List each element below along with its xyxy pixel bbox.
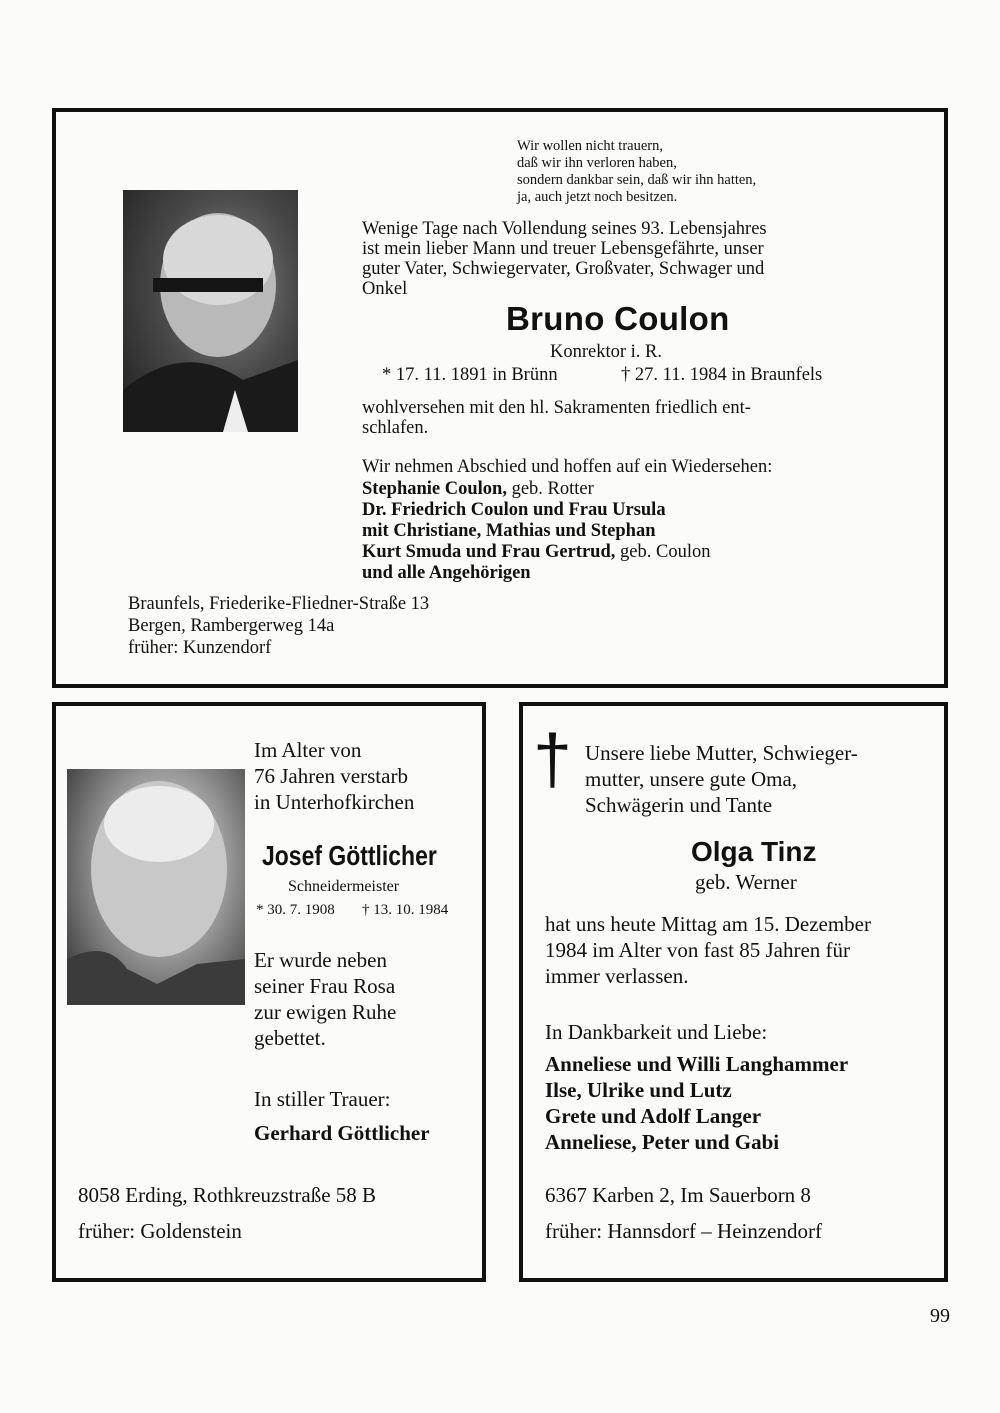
passing-line: schlafen.	[362, 418, 429, 438]
intro-text	[585, 740, 858, 818]
deceased-name: Josef Göttlicher	[262, 840, 437, 871]
burial-line: zur ewigen Ruhe	[254, 1000, 397, 1024]
mourner-note: geb. Rotter	[506, 479, 594, 499]
intro-line: Wenige Tage nach Vollendung seines 93. Lebensjahres	[362, 219, 767, 239]
intro-text	[254, 737, 414, 815]
passing-line: 1984 im Alter von fast 85 Jahren für	[545, 938, 851, 962]
deceased-title: Schneidermeister	[288, 878, 400, 895]
deceased-name: Olga Tinz	[691, 836, 817, 867]
page-number: 99	[930, 1305, 950, 1327]
intro-line: Schwägerin und Tante	[585, 793, 773, 817]
former-residence: früher: Hannsdorf – Heinzendorf	[545, 1219, 822, 1243]
death-date: † 13. 10. 1984	[362, 902, 449, 918]
intro-line: Unsere liebe Mutter, Schwieger-	[585, 741, 858, 765]
burial-text	[254, 947, 396, 1051]
mourner-name: und alle Angehörigen	[362, 563, 531, 583]
mourning-label: In stiller Trauer:	[254, 1087, 391, 1111]
mourners-list	[362, 479, 710, 584]
mourner-note: geb. Coulon	[615, 542, 711, 562]
birth-date: * 17. 11. 1891 in Brünn	[382, 365, 558, 385]
mourner-name: mit Christiane, Mathias und Stephan	[362, 521, 656, 541]
obituary-olga-tinz	[519, 702, 948, 1282]
passing-text	[362, 398, 751, 438]
address-line: Bergen, Rambergerweg 14a	[128, 616, 335, 636]
address: 8058 Erding, Rothkreuzstraße 58 B	[78, 1183, 377, 1207]
maiden-name: geb. Werner	[695, 870, 797, 894]
poem-line: daß wir ihn verloren haben,	[517, 155, 677, 171]
poem	[517, 138, 756, 206]
passing-line: hat uns heute Mittag am 15. Dezember	[545, 912, 871, 936]
intro-line: Onkel	[362, 279, 408, 299]
deceased-title: Konrektor i. R.	[550, 342, 663, 362]
mourner-line	[362, 479, 710, 500]
deceased-name: Bruno Coulon	[506, 300, 730, 337]
former-residence: früher: Goldenstein	[78, 1219, 242, 1243]
intro-line: 76 Jahren verstarb	[254, 764, 408, 788]
burial-line: gebettet.	[254, 1026, 326, 1050]
mourner-line	[362, 521, 710, 542]
address-line: Braunfels, Friederike-Fliedner-Straße 13	[128, 594, 430, 614]
passing-line: immer verlassen.	[545, 964, 689, 988]
burial-line: seiner Frau Rosa	[254, 974, 396, 998]
passing-line: wohlversehen mit den hl. Sakramenten friedlich ent-	[362, 398, 751, 418]
burial-line: Er wurde neben	[254, 948, 387, 972]
addresses	[128, 593, 429, 659]
passing-text	[545, 911, 871, 989]
intro-line: Im Alter von	[254, 738, 362, 762]
thanks-label: In Dankbarkeit und Liebe:	[545, 1020, 768, 1044]
poem-line: sondern dankbar sein, daß wir ihn hatten,	[517, 172, 757, 188]
mourner-name: Stephanie Coulon,	[362, 479, 507, 499]
poem-line: Wir wollen nicht trauern,	[517, 138, 663, 154]
intro-line: ist mein lieber Mann und treuer Lebensgefährte, unser	[362, 239, 764, 259]
mourner-name: Kurt Smuda und Frau Gertrud,	[362, 542, 616, 562]
address-line: früher: Kunzendorf	[128, 638, 272, 658]
portrait-photo	[123, 190, 298, 432]
mourner-line	[362, 542, 710, 563]
portrait-photo	[67, 769, 245, 1005]
intro-line: in Unterhofkirchen	[254, 790, 415, 814]
birth-date: * 30. 7. 1908	[256, 902, 335, 918]
cross-icon: †	[533, 720, 572, 798]
obituary-josef-goettlicher	[52, 702, 486, 1282]
mourners-list	[545, 1051, 848, 1155]
poem-line: ja, auch jetzt noch besitzen.	[517, 189, 678, 205]
obituary-bruno-coulon	[52, 108, 948, 688]
death-date: † 27. 11. 1984 in Braunfels	[621, 365, 823, 385]
intro-text	[362, 219, 767, 299]
mourner-line: Grete und Adolf Langer	[545, 1104, 762, 1128]
farewell-text: Wir nehmen Abschied und hoffen auf ein Wiedersehen:	[362, 457, 773, 477]
mourner-line	[362, 563, 710, 584]
mourner-name: Gerhard Göttlicher	[254, 1121, 430, 1145]
mourner-line	[362, 500, 710, 521]
mourner-line: Anneliese, Peter und Gabi	[545, 1130, 780, 1154]
address: 6367 Karben 2, Im Sauerborn 8	[545, 1183, 811, 1207]
intro-line: mutter, unsere gute Oma,	[585, 767, 798, 791]
mourner-name: Dr. Friedrich Coulon und Frau Ursula	[362, 500, 666, 520]
intro-line: guter Vater, Schwiegervater, Großvater, Schwager und	[362, 259, 765, 279]
mourner-line: Anneliese und Willi Langhammer	[545, 1052, 849, 1076]
mourner-line: Ilse, Ulrike und Lutz	[545, 1078, 732, 1102]
